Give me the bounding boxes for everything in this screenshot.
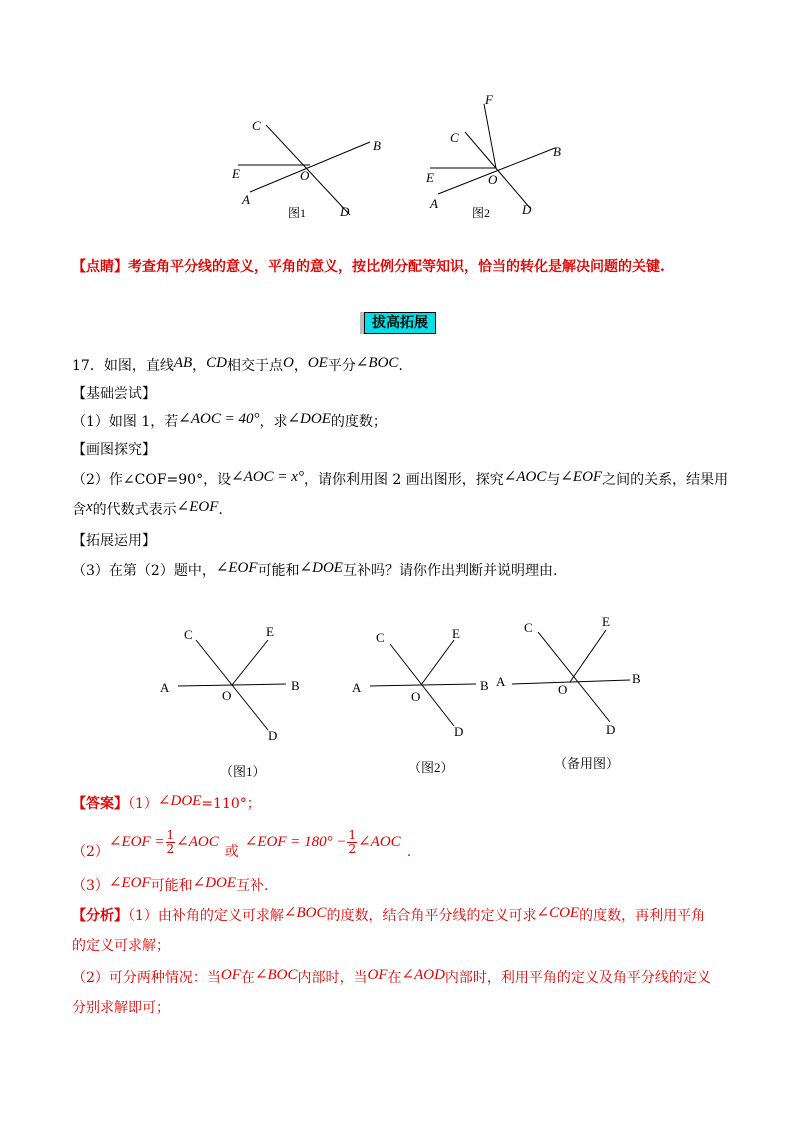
q2-mid: ，请你利用图 2 画出图形，探究: [303, 472, 504, 488]
question-1: [72, 412, 387, 432]
q2-angle-eof-2: ∠EOF: [176, 499, 219, 515]
extend-header: 【拓展运用】: [72, 533, 156, 549]
dianjing-text: 考查角平分线的意义，平角的意义，按比例分配等知识，恰当的转化是解决问题的关键.: [128, 259, 665, 275]
label-e: E: [452, 626, 460, 641]
a2-denominator: 2: [166, 841, 175, 856]
q2-cof: COF: [134, 472, 167, 488]
answer-tag: 【答案】: [72, 796, 128, 812]
label-b: B: [553, 144, 561, 159]
q2-x: x: [86, 499, 93, 515]
caption-1: 图1: [288, 206, 307, 220]
a2-numerator-2: 1: [348, 827, 357, 842]
a2-rhs1: ∠AOC: [176, 834, 219, 850]
label-c: C: [184, 627, 193, 642]
a2-end: .: [406, 844, 412, 860]
a2-fraction-1: [166, 829, 176, 856]
label-b: B: [632, 671, 641, 686]
period: .: [398, 358, 403, 374]
label-e: E: [232, 166, 240, 181]
label-e: E: [602, 614, 610, 629]
period: .: [218, 502, 223, 518]
q2-pre: （2）作∠: [72, 472, 135, 488]
line-cd-label: CD: [206, 355, 227, 371]
l1-angle-boc: ∠BOC: [283, 905, 327, 921]
l1-mid: 的度数，结合角平分线的定义可求: [326, 908, 537, 924]
q2-angle-eof: ∠EOF: [560, 469, 603, 485]
q2-and: 与: [546, 472, 561, 488]
q1-target: ∠DOE: [287, 411, 331, 427]
question-2-line1: [72, 470, 728, 490]
ray-oe: [232, 640, 268, 685]
l3-post: 内部时，利用平角的定义及角平分线的定义: [444, 970, 711, 986]
answer-line-1: [72, 794, 261, 814]
dianjing-line: [72, 257, 665, 277]
line-ab-label: AB: [173, 355, 193, 371]
analysis-line-3: [72, 968, 711, 988]
label-c: C: [252, 118, 261, 133]
label-o: O: [222, 688, 232, 703]
l3-pre: （2）可分两种情况：当: [72, 970, 221, 986]
q1-pre: （1）如图 1，若: [72, 414, 179, 430]
label-b: B: [291, 678, 300, 693]
label-a: A: [430, 196, 438, 211]
top-figures: [220, 90, 590, 230]
l1-post: 的度数，再利用平角: [579, 908, 706, 924]
label-a: A: [352, 680, 362, 695]
label-a: A: [496, 674, 506, 689]
l1-angle-coe: ∠COE: [536, 905, 580, 921]
q3-pre: （3）在第（2）题中，: [72, 563, 216, 579]
a2-denominator-2: 2: [348, 841, 357, 856]
label-o: O: [488, 172, 498, 187]
answer-line-3: [72, 876, 269, 896]
q2-line2-pre: 含: [72, 502, 86, 518]
a3-post: 互补.: [236, 878, 269, 894]
q2-eq: =90°，设: [166, 472, 232, 488]
l3-t1: 在: [240, 970, 255, 986]
line-cd: [465, 132, 530, 208]
a2-rhs2: ∠AOC: [358, 834, 401, 850]
l1-pre: （1）由补角的定义可求解: [128, 908, 284, 924]
intro-text-1: 相交于点: [227, 358, 283, 374]
figure-2: [352, 626, 489, 775]
label-a: A: [160, 680, 170, 695]
comma: ，: [192, 358, 207, 374]
angle-boc: ∠BOC: [355, 355, 399, 371]
q1-post: 的度数；: [330, 414, 387, 430]
basic-header: 【基础尝试】: [72, 386, 156, 402]
label-d: D: [454, 724, 464, 739]
q2-angle-aoc: ∠AOC: [503, 469, 547, 485]
answer-line-2: [72, 827, 412, 860]
label-c: C: [524, 620, 533, 635]
analysis-line-4: 分别求解即可；: [72, 1000, 170, 1016]
a2-pre: （2）: [72, 844, 109, 860]
l3-of: OF: [220, 967, 241, 983]
a1-value: =110°；: [201, 796, 261, 812]
q2-given: ∠AOC = x°: [231, 469, 304, 485]
ray-of: [484, 104, 496, 168]
a3-pre: （3）: [72, 878, 109, 894]
a2-numerator: 1: [166, 827, 175, 842]
comma: ，: [293, 358, 308, 374]
figure-1: [160, 624, 300, 779]
a3-mid: 可能和: [150, 878, 193, 894]
label-c: C: [376, 630, 385, 645]
top-figure-1: [231, 118, 381, 220]
label-o: O: [411, 689, 421, 704]
problem-figures: [140, 610, 670, 790]
q3-mid: 可能和: [257, 563, 300, 579]
a2-or: 或: [224, 844, 239, 860]
question-3: [72, 561, 557, 581]
l3-of-2: OF: [367, 967, 388, 983]
q3-angle-eof: ∠EOF: [215, 560, 258, 576]
ray-oe: [570, 630, 606, 682]
label-d: D: [340, 204, 350, 219]
caption-2: 图2: [472, 206, 491, 220]
label-o: O: [300, 168, 310, 183]
a1-math: ∠DOE: [157, 793, 202, 809]
a2-lhs2: ∠EOF = 180° −: [244, 834, 347, 850]
label-c: C: [450, 130, 459, 145]
label-b: B: [480, 678, 489, 693]
a2-fraction-2: [347, 829, 357, 856]
question-2-line2: [72, 500, 223, 520]
caption-fig3: （备用图）: [554, 756, 620, 771]
top-figure-2: [425, 92, 561, 220]
analysis-line-1: [72, 906, 705, 926]
analysis-line-2: 的定义可求解；: [72, 938, 170, 954]
label-d: D: [606, 722, 616, 737]
l3-angle-boc: ∠BOC: [254, 967, 298, 983]
figure-3: [496, 614, 641, 771]
ray-oe-label: OE: [307, 355, 328, 371]
q3-post: 互补吗？请你作出判断并说明理由.: [342, 563, 558, 579]
caption-fig2: （图2）: [408, 760, 454, 775]
caption-fig1: （图1）: [220, 764, 266, 779]
explore-header: 【画图探究】: [72, 442, 156, 458]
label-f: F: [485, 92, 493, 107]
point-o-label: O: [283, 355, 294, 371]
label-d: D: [522, 202, 532, 217]
line-ab: [250, 142, 370, 192]
q2-line2-mid: 的代数式表示: [92, 502, 177, 518]
dianjing-tag: 【点睛】: [72, 259, 128, 275]
analysis-tag: 【分析】: [72, 908, 128, 924]
a2-lhs1: ∠EOF =: [108, 834, 165, 850]
l3-angle-aod: ∠AOD: [401, 967, 445, 983]
label-o: O: [558, 682, 568, 697]
intro-text-2: 平分: [327, 358, 356, 374]
l3-t3: 在: [387, 970, 402, 986]
problem-intro: [72, 356, 403, 376]
label-a: A: [242, 192, 250, 207]
label-e: E: [426, 170, 434, 185]
section-banner: 拔高拓展: [364, 312, 436, 334]
q1-given: ∠AOC = 40°: [178, 411, 260, 427]
q1-mid: ，求: [259, 414, 288, 430]
l3-t2: 内部时，当: [297, 970, 368, 986]
label-b: B: [373, 138, 381, 153]
label-e: E: [266, 624, 274, 639]
a3-angle-eof: ∠EOF: [108, 875, 151, 891]
ray-oe: [421, 640, 454, 685]
q2-post: 之间的关系，结果用: [602, 472, 729, 488]
line-ab: [438, 148, 555, 194]
a1-pre: （1）: [128, 796, 158, 812]
q3-angle-doe: ∠DOE: [299, 560, 343, 576]
a3-angle-doe: ∠DOE: [192, 875, 237, 891]
problem-number: 17．如图，直线: [72, 358, 174, 374]
label-d: D: [268, 728, 278, 743]
